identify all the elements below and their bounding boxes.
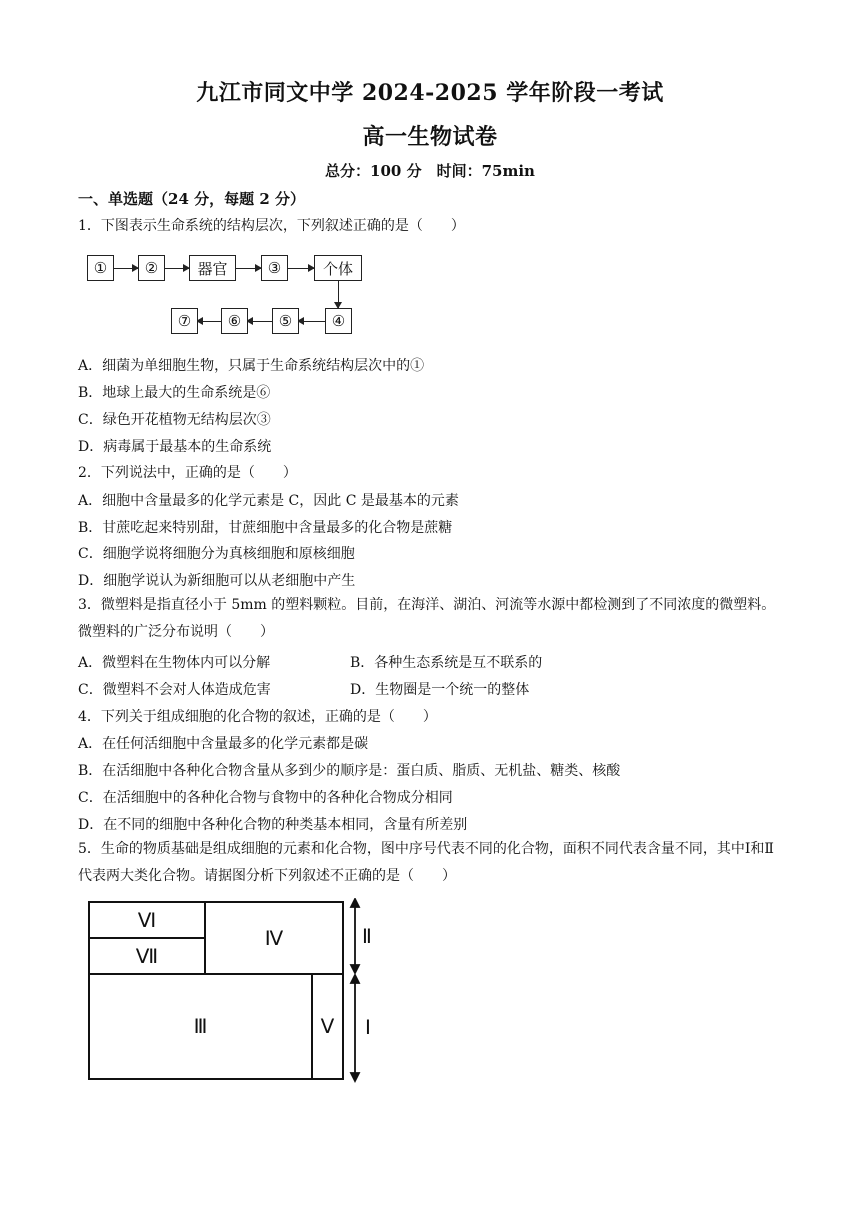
q3-option-b: B．各种生态系统是互不联系的 (350, 655, 543, 671)
region-vii: Ⅶ (88, 937, 206, 975)
q3-option-d: D．生物圈是一个统一的整体 (350, 682, 530, 698)
q1-option-d: D．病毒属于最基本的生命系统 (78, 439, 272, 455)
flow-node-individual: 个体 (314, 255, 362, 281)
flow-node-3: ③ (261, 255, 288, 281)
q1-stem: 1．下图表示生命系统的结构层次，下列叙述正确的是（ ） (78, 218, 465, 234)
flow-node-7: ⑦ (171, 308, 198, 334)
flow-node-6: ⑥ (221, 308, 248, 334)
region-v: Ⅴ (311, 973, 344, 1080)
flow-arrow (197, 321, 221, 322)
q4-option-a: A．在任何活细胞中含量最多的化学元素都是碳 (78, 736, 369, 752)
flow-arrow (165, 268, 189, 269)
q4-option-c: C．在活细胞中的各种化合物与食物中的各种化合物成分相同 (78, 790, 453, 806)
exam-meta: 总分：100 分 时间：75min (325, 162, 535, 180)
region-vi: Ⅵ (88, 901, 206, 939)
flow-arrow (288, 268, 314, 269)
q5-stem: 5．生命的物质基础是组成细胞的元素和化合物，图中序号代表不同的化合物，面积不同代表含量不同，其中Ⅰ和Ⅱ代表两大类化合物。请据图分析下列叙述不正确的是（ ） (78, 841, 774, 884)
exam-title: 九江市同文中学 2024-2025 学年阶段一考试 (196, 80, 664, 106)
q2-option-d: D．细胞学说认为新细胞可以从老细胞中产生 (78, 573, 356, 589)
q1-option-a: A．细菌为单细胞生物，只属于生命系统结构层次中的① (78, 358, 425, 374)
q3-option-a: A．微塑料在生物体内可以分解 (78, 655, 271, 671)
q1-option-c: C．绿色开花植物无结构层次③ (78, 412, 271, 428)
q4-stem: 4．下列关于组成细胞的化合物的叙述，正确的是（ ） (78, 709, 437, 725)
q4-option-b: B．在活细胞中各种化合物含量从多到少的顺序是：蛋白质、脂质、无机盐、糖类、核酸 (78, 763, 621, 779)
q2-option-a: A．细胞中含量最多的化学元素是 C，因此 C 是最基本的元素 (78, 493, 459, 509)
exam-subtitle: 高一生物试卷 (362, 124, 498, 150)
flow-arrow (114, 268, 138, 269)
q2-option-b: B．甘蔗吃起来特别甜，甘蔗细胞中含量最多的化合物是蔗糖 (78, 520, 453, 536)
flow-arrow (236, 268, 261, 269)
flow-node-2: ② (138, 255, 165, 281)
q4-option-d: D．在不同的细胞中各种化合物的种类基本相同，含量有所差别 (78, 817, 468, 833)
q1-option-b: B．地球上最大的生命系统是⑥ (78, 385, 271, 401)
q3-stem: 3．微塑料是指直径小于 5mm 的塑料颗粒。目前，在海洋、湖泊、河流等水源中都检测到了不同浓度的微塑料。微塑料的广泛分布说明（ ） (78, 597, 776, 640)
region-iv: Ⅳ (204, 901, 344, 975)
flow-node-4: ④ (325, 308, 352, 334)
flow-node-organ: 器官 (189, 255, 236, 281)
q2-option-c: C．细胞学说将细胞分为真核细胞和原核细胞 (78, 546, 355, 562)
flow-arrow-down (338, 281, 339, 308)
flow-node-1: ① (87, 255, 114, 281)
flow-arrow (247, 321, 272, 322)
section-title: 一、单选题（24 分，每题 2 分） (78, 190, 305, 208)
q3-option-c: C．微塑料不会对人体造成危害 (78, 682, 271, 698)
label-i: Ⅰ (365, 1017, 371, 1039)
label-ii: Ⅱ (362, 926, 372, 948)
flow-node-5: ⑤ (272, 308, 299, 334)
region-iii: Ⅲ (88, 973, 313, 1080)
q2-stem: 2．下列说法中，正确的是（ ） (78, 465, 297, 481)
flow-arrow (298, 321, 325, 322)
